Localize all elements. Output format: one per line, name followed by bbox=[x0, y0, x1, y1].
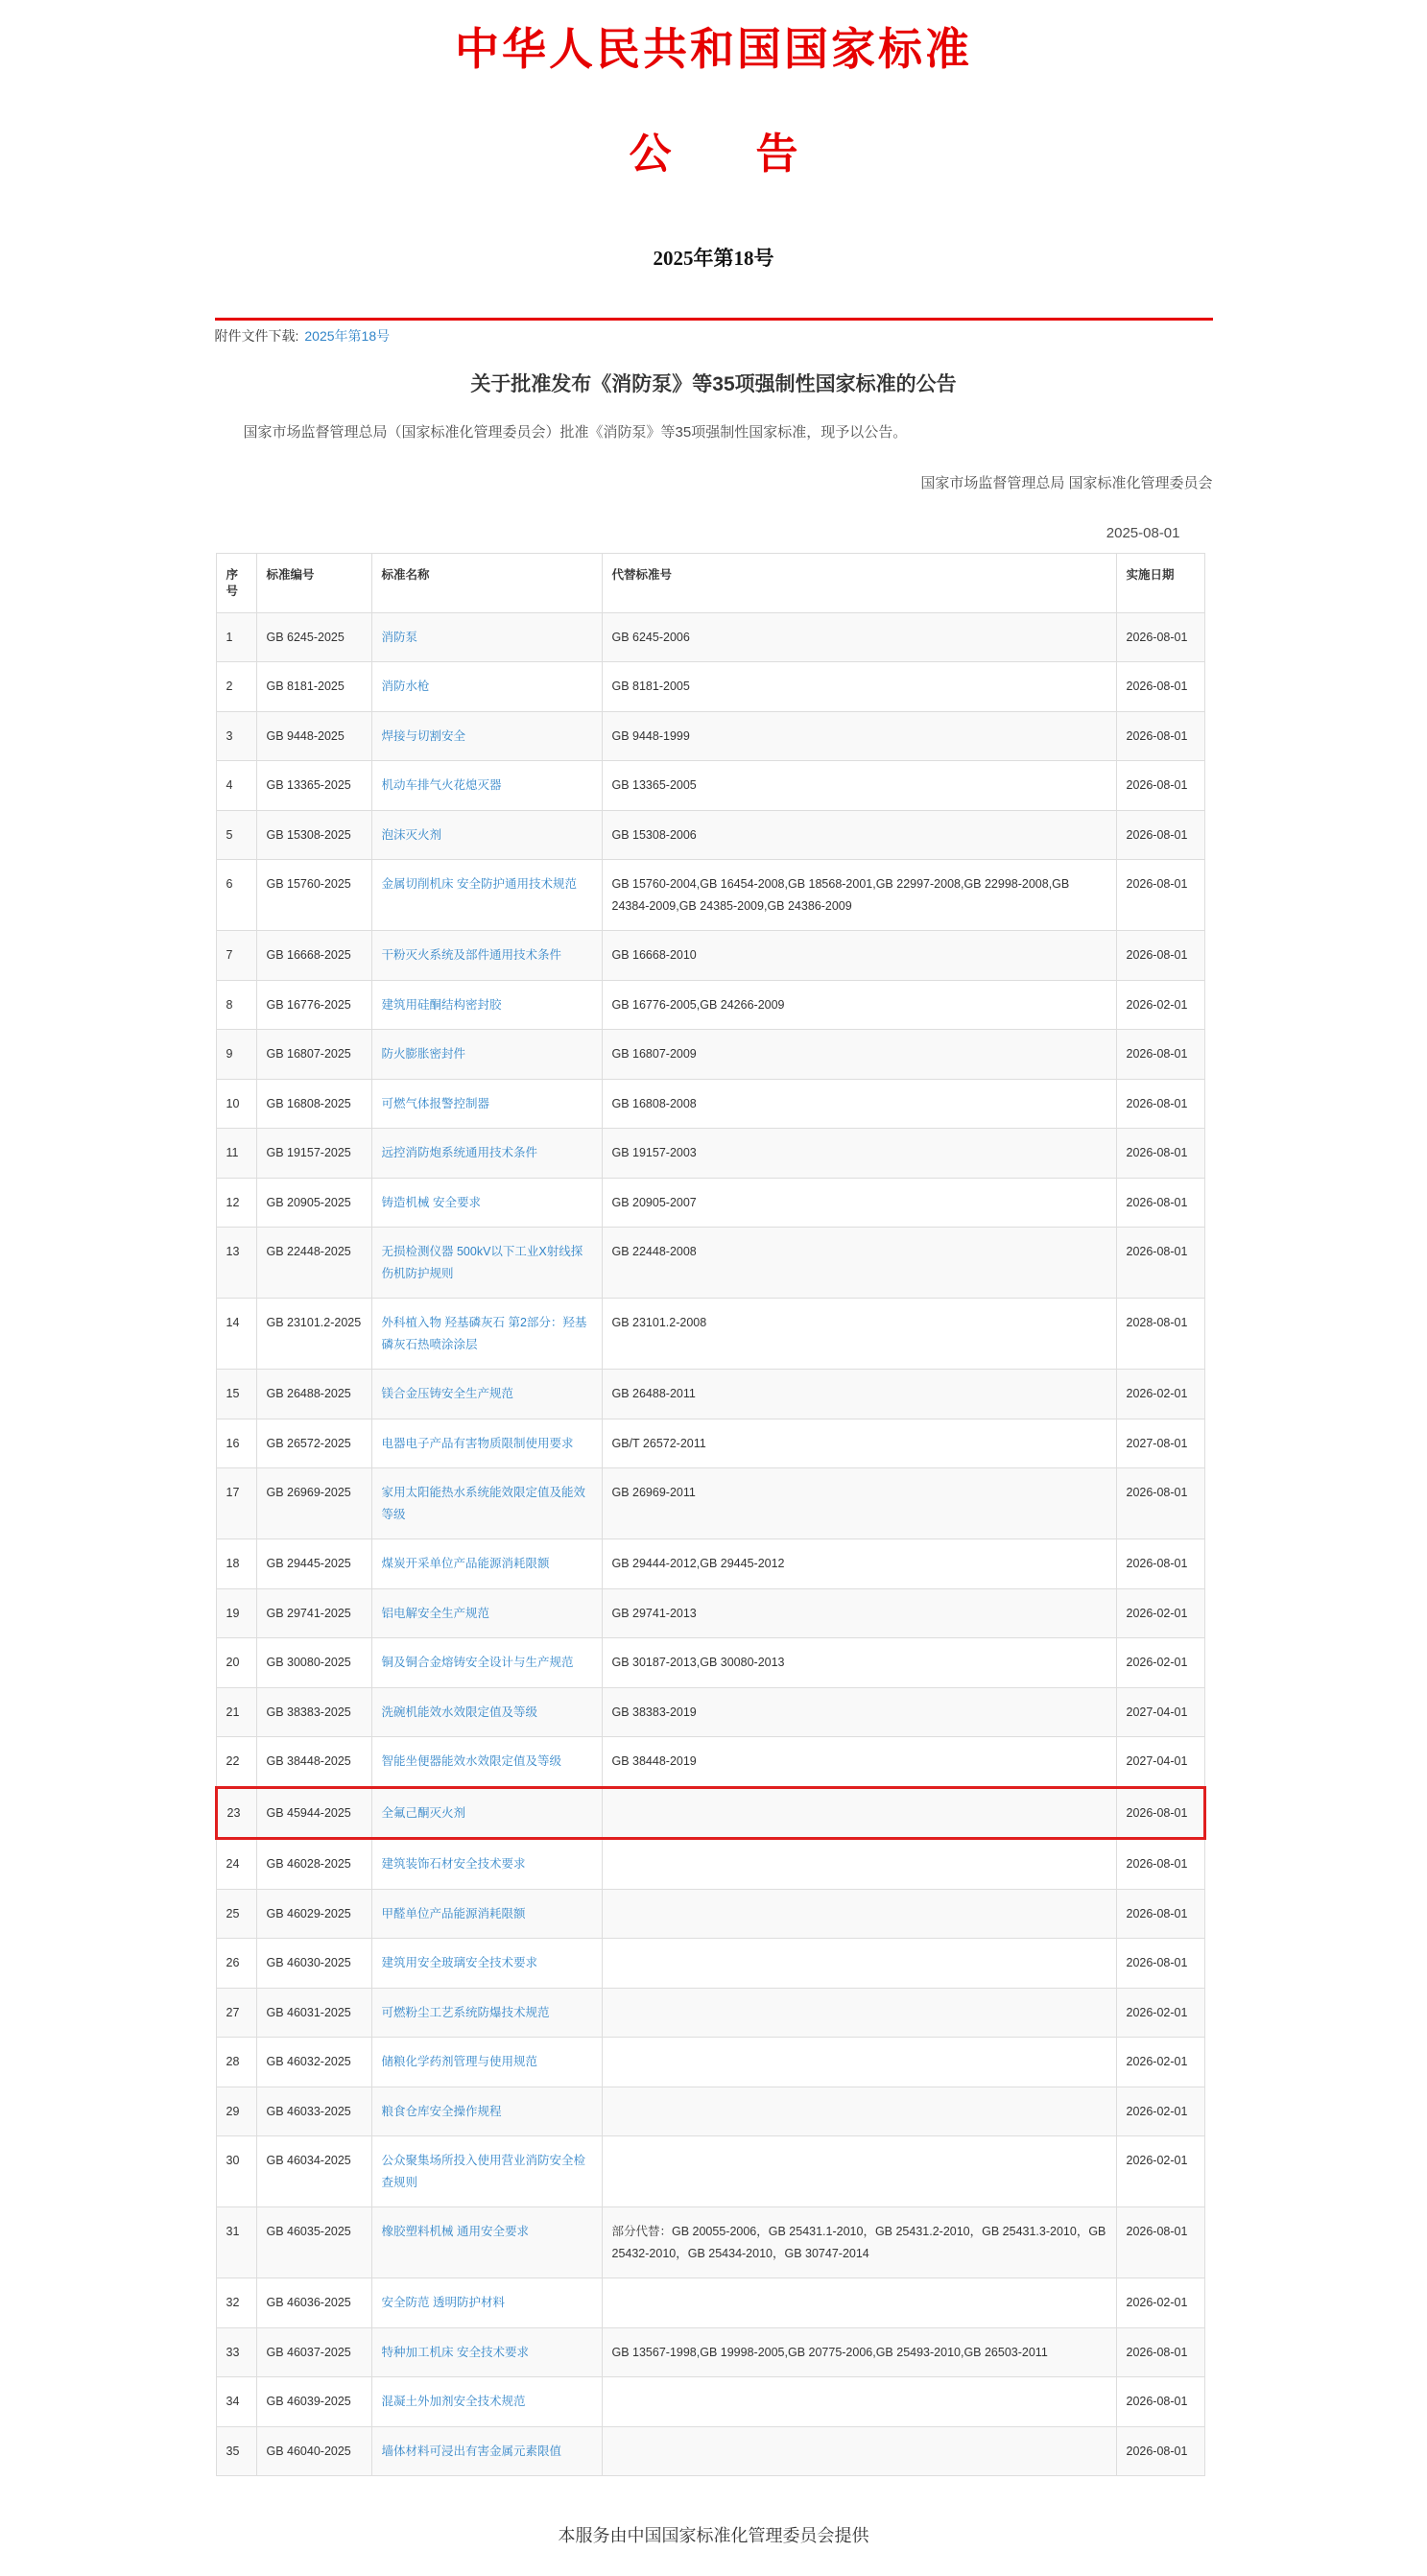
cell-standard-code: GB 13365-2025 bbox=[256, 761, 371, 811]
cell-replaced-standards: GB 23101.2-2008 bbox=[602, 1299, 1116, 1370]
cell-replaced-standards bbox=[602, 1787, 1116, 1839]
cell-standard-name bbox=[371, 1419, 602, 1468]
cell-seq: 20 bbox=[216, 1638, 256, 1688]
cell-standard-name bbox=[371, 1988, 602, 2038]
standards-table-body bbox=[216, 612, 1204, 2476]
table-row bbox=[216, 2136, 1204, 2207]
cell-standard-code: GB 15760-2025 bbox=[256, 860, 371, 931]
table-row bbox=[216, 931, 1204, 981]
cell-impl-date: 2026-08-01 bbox=[1116, 2426, 1204, 2476]
cell-seq: 14 bbox=[216, 1299, 256, 1370]
cell-replaced-standards: GB 29741-2013 bbox=[602, 1588, 1116, 1638]
standard-name-link[interactable]: 干粉灭火系统及部件通用技术条件 bbox=[381, 948, 562, 963]
notice-title: 关于批准发布《消防泵》等35项强制性国家标准的公告 bbox=[470, 373, 957, 396]
cell-replaced-standards bbox=[602, 1939, 1116, 1989]
standard-name-link[interactable]: 混凝土外加剂安全技术规范 bbox=[381, 2395, 526, 2409]
cell-standard-code: GB 26572-2025 bbox=[256, 1419, 371, 1468]
cell-impl-date: 2027-04-01 bbox=[1116, 1737, 1204, 1788]
table-row bbox=[216, 1988, 1204, 2038]
cell-replaced-standards: GB 16807-2009 bbox=[602, 1030, 1116, 1080]
page-title: 中华人民共和国国家标准 bbox=[455, 25, 972, 74]
cell-standard-code: GB 46039-2025 bbox=[256, 2377, 371, 2427]
cell-impl-date: 2026-08-01 bbox=[1116, 1178, 1204, 1228]
cell-standard-name bbox=[371, 1588, 602, 1638]
cell-standard-name bbox=[371, 1787, 602, 1839]
cell-replaced-standards: GB 15760-2004,GB 16454-2008,GB 18568-2001,GB 22997-2008,GB 22998-2008,GB 24384-2009,GB 24385-2009,GB 24386-2009 bbox=[602, 860, 1116, 931]
announcement-page bbox=[215, 25, 1213, 2576]
col-header-code: 标准编号 bbox=[256, 554, 371, 613]
cell-standard-code: GB 38383-2025 bbox=[256, 1687, 371, 1737]
cell-replaced-standards bbox=[602, 2136, 1116, 2207]
cell-impl-date: 2026-02-01 bbox=[1116, 2278, 1204, 2328]
cell-standard-name bbox=[371, 810, 602, 860]
cell-impl-date: 2026-08-01 bbox=[1116, 2327, 1204, 2377]
standard-name-link[interactable]: 泡沫灭火剂 bbox=[381, 827, 442, 842]
cell-standard-code: GB 46028-2025 bbox=[256, 1839, 371, 1890]
cell-standard-code: GB 6245-2025 bbox=[256, 612, 371, 662]
cell-replaced-standards: GB 16776-2005,GB 24266-2009 bbox=[602, 980, 1116, 1030]
cell-impl-date: 2026-08-01 bbox=[1116, 1468, 1204, 1539]
cell-impl-date: 2026-08-01 bbox=[1116, 1228, 1204, 1299]
cell-standard-code: GB 29741-2025 bbox=[256, 1588, 371, 1638]
table-row bbox=[216, 1079, 1204, 1129]
cell-replaced-standards: GB 29444-2012,GB 29445-2012 bbox=[602, 1539, 1116, 1589]
standard-name-link[interactable]: 甲醛单位产品能源消耗限额 bbox=[381, 1906, 526, 1920]
table-row bbox=[216, 1737, 1204, 1788]
cell-seq: 10 bbox=[216, 1079, 256, 1129]
cell-seq: 9 bbox=[216, 1030, 256, 1080]
cell-standard-code: GB 46040-2025 bbox=[256, 2426, 371, 2476]
cell-impl-date: 2026-02-01 bbox=[1116, 1370, 1204, 1419]
cell-seq: 2 bbox=[216, 662, 256, 712]
cell-seq: 24 bbox=[216, 1839, 256, 1890]
cell-seq: 25 bbox=[216, 1889, 256, 1939]
cell-replaced-standards: 部分代替：GB 20055-2006，GB 25431.1-2010，GB 25431.2-2010，GB 25431.3-2010，GB 25432-2010，GB 25434-2010，GB 30747-2014 bbox=[602, 2207, 1116, 2278]
cell-standard-code: GB 29445-2025 bbox=[256, 1539, 371, 1589]
cell-replaced-standards: GB 30187-2013,GB 30080-2013 bbox=[602, 1638, 1116, 1688]
cell-impl-date: 2026-08-01 bbox=[1116, 612, 1204, 662]
cell-replaced-standards: GB 8181-2005 bbox=[602, 662, 1116, 712]
cell-replaced-standards: GB 19157-2003 bbox=[602, 1129, 1116, 1179]
cell-impl-date: 2026-08-01 bbox=[1116, 1787, 1204, 1839]
cell-replaced-standards bbox=[602, 1889, 1116, 1939]
cell-seq: 28 bbox=[216, 2038, 256, 2087]
cell-seq: 34 bbox=[216, 2377, 256, 2427]
standard-name-link[interactable]: 防火膨胀密封件 bbox=[381, 1047, 466, 1061]
standard-name-link[interactable]: 可燃粉尘工艺系统防爆技术规范 bbox=[381, 2005, 550, 2019]
cell-standard-name bbox=[371, 1687, 602, 1737]
cell-standard-name bbox=[371, 2087, 602, 2136]
cell-standard-name bbox=[371, 980, 602, 1030]
cell-replaced-standards: GB 22448-2008 bbox=[602, 1228, 1116, 1299]
cell-seq: 22 bbox=[216, 1737, 256, 1788]
cell-seq: 17 bbox=[216, 1468, 256, 1539]
table-row bbox=[216, 1030, 1204, 1080]
cell-standard-code: GB 46034-2025 bbox=[256, 2136, 371, 2207]
cell-impl-date: 2026-02-01 bbox=[1116, 2087, 1204, 2136]
col-header-seq: 序号 bbox=[216, 554, 256, 613]
standard-name-link[interactable]: 洗碗机能效水效限定值及等级 bbox=[381, 1705, 538, 1719]
cell-seq: 12 bbox=[216, 1178, 256, 1228]
cell-impl-date: 2026-08-01 bbox=[1116, 1889, 1204, 1939]
standard-name-link[interactable]: 金属切削机床 安全防护通用技术规范 bbox=[381, 877, 577, 892]
cell-seq: 32 bbox=[216, 2278, 256, 2328]
cell-impl-date: 2026-08-01 bbox=[1116, 860, 1204, 931]
cell-standard-code: GB 26969-2025 bbox=[256, 1468, 371, 1539]
cell-replaced-standards bbox=[602, 1988, 1116, 2038]
col-header-name: 标准名称 bbox=[371, 554, 602, 613]
cell-replaced-standards: GB 16668-2010 bbox=[602, 931, 1116, 981]
cell-impl-date: 2026-08-01 bbox=[1116, 931, 1204, 981]
cell-standard-code: GB 46035-2025 bbox=[256, 2207, 371, 2278]
table-row bbox=[216, 1129, 1204, 1179]
cell-seq: 18 bbox=[216, 1539, 256, 1589]
standard-name-link[interactable]: 储粮化学药剂管理与使用规范 bbox=[381, 2055, 538, 2069]
col-header-date: 实施日期 bbox=[1116, 554, 1204, 613]
cell-standard-name bbox=[371, 2136, 602, 2207]
cell-standard-name bbox=[371, 1030, 602, 1080]
table-row bbox=[216, 1787, 1204, 1839]
table-row bbox=[216, 2377, 1204, 2427]
cell-standard-code: GB 46032-2025 bbox=[256, 2038, 371, 2087]
cell-replaced-standards: GB 38383-2019 bbox=[602, 1687, 1116, 1737]
cell-replaced-standards: GB 15308-2006 bbox=[602, 810, 1116, 860]
cell-seq: 4 bbox=[216, 761, 256, 811]
cell-standard-name bbox=[371, 1889, 602, 1939]
cell-standard-name bbox=[371, 1079, 602, 1129]
footer-note: 本服务由中国国家标准化管理委员会提供 bbox=[558, 2526, 869, 2546]
cell-standard-code: GB 26488-2025 bbox=[256, 1370, 371, 1419]
standard-name-link[interactable]: 消防水枪 bbox=[381, 680, 430, 694]
attachment-link[interactable]: 2025年第18号 bbox=[304, 328, 391, 345]
standard-name-link[interactable]: 电器电子产品有害物质限制使用要求 bbox=[381, 1436, 574, 1450]
issue-number: 2025年第18号 bbox=[653, 247, 774, 271]
cell-seq: 26 bbox=[216, 1939, 256, 1989]
cell-standard-code: GB 46029-2025 bbox=[256, 1889, 371, 1939]
cell-standard-code: GB 16808-2025 bbox=[256, 1079, 371, 1129]
standard-name-link[interactable]: 建筑用硅酮结构密封胶 bbox=[381, 997, 502, 1012]
standard-name-link[interactable]: 安全防范 透明防护材料 bbox=[381, 2296, 505, 2310]
cell-seq: 29 bbox=[216, 2087, 256, 2136]
table-header-row bbox=[216, 554, 1204, 613]
cell-standard-name bbox=[371, 2038, 602, 2087]
cell-impl-date: 2026-02-01 bbox=[1116, 2038, 1204, 2087]
cell-standard-name bbox=[371, 2426, 602, 2476]
publish-date: 2025-08-01 bbox=[1106, 525, 1180, 542]
cell-replaced-standards: GB 20905-2007 bbox=[602, 1178, 1116, 1228]
standard-name-link[interactable]: 铝电解安全生产规范 bbox=[381, 1606, 490, 1620]
cell-replaced-standards: GB 13365-2005 bbox=[602, 761, 1116, 811]
cell-seq: 33 bbox=[216, 2327, 256, 2377]
table-row bbox=[216, 761, 1204, 811]
cell-standard-name bbox=[371, 1839, 602, 1890]
cell-seq: 8 bbox=[216, 980, 256, 1030]
cell-impl-date: 2026-02-01 bbox=[1116, 1588, 1204, 1638]
standard-name-link[interactable]: 公众聚集场所投入使用营业消防安全检查规则 bbox=[381, 2154, 586, 2189]
table-row bbox=[216, 1539, 1204, 1589]
table-row bbox=[216, 1299, 1204, 1370]
cell-replaced-standards: GB 13567-1998,GB 19998-2005,GB 20775-2006,GB 25493-2010,GB 26503-2011 bbox=[602, 2327, 1116, 2377]
standard-name-link[interactable]: 家用太阳能热水系统能效限定值及能效等级 bbox=[381, 1486, 586, 1521]
table-row bbox=[216, 1839, 1204, 1890]
table-row bbox=[216, 860, 1204, 931]
table-row bbox=[216, 2278, 1204, 2328]
standard-name-link[interactable]: 远控消防炮系统通用技术条件 bbox=[381, 1146, 538, 1160]
cell-replaced-standards: GB 16808-2008 bbox=[602, 1079, 1116, 1129]
cell-standard-name bbox=[371, 1939, 602, 1989]
cell-standard-name bbox=[371, 931, 602, 981]
cell-impl-date: 2026-08-01 bbox=[1116, 1939, 1204, 1989]
cell-replaced-standards bbox=[602, 2426, 1116, 2476]
cell-standard-code: GB 46037-2025 bbox=[256, 2327, 371, 2377]
cell-standard-code: GB 19157-2025 bbox=[256, 1129, 371, 1179]
cell-standard-name bbox=[371, 1468, 602, 1539]
cell-impl-date: 2027-08-01 bbox=[1116, 1419, 1204, 1468]
standard-name-link[interactable]: 消防泵 bbox=[381, 630, 418, 644]
cell-replaced-standards bbox=[602, 2278, 1116, 2328]
table-row bbox=[216, 810, 1204, 860]
cell-standard-code: GB 15308-2025 bbox=[256, 810, 371, 860]
cell-replaced-standards bbox=[602, 1839, 1116, 1890]
page-subtitle: 公 告 bbox=[629, 130, 798, 178]
cell-replaced-standards bbox=[602, 2377, 1116, 2427]
standard-name-link[interactable]: 智能坐便器能效水效限定值及等级 bbox=[381, 1754, 562, 1769]
notice-body: 国家市场监督管理总局（国家标准化管理委员会）批准《消防泵》等35项强制性国家标准，现予以公告。 bbox=[243, 424, 908, 441]
cell-standard-code: GB 46033-2025 bbox=[256, 2087, 371, 2136]
cell-standard-name bbox=[371, 1178, 602, 1228]
standard-name-link[interactable]: 特种加工机床 安全技术要求 bbox=[381, 2345, 529, 2359]
cell-standard-name bbox=[371, 1129, 602, 1179]
cell-standard-name bbox=[371, 1638, 602, 1688]
table-row bbox=[216, 2207, 1204, 2278]
table-row bbox=[216, 2426, 1204, 2476]
cell-standard-code: GB 38448-2025 bbox=[256, 1737, 371, 1788]
table-row bbox=[216, 1468, 1204, 1539]
cell-standard-name bbox=[371, 2327, 602, 2377]
table-row bbox=[216, 1370, 1204, 1419]
cell-replaced-standards bbox=[602, 2038, 1116, 2087]
table-row bbox=[216, 1638, 1204, 1688]
cell-replaced-standards: GB 9448-1999 bbox=[602, 711, 1116, 761]
table-row bbox=[216, 612, 1204, 662]
table-row bbox=[216, 1419, 1204, 1468]
cell-impl-date: 2026-08-01 bbox=[1116, 2377, 1204, 2427]
cell-standard-name bbox=[371, 1370, 602, 1419]
cell-replaced-standards: GB 26488-2011 bbox=[602, 1370, 1116, 1419]
cell-seq: 30 bbox=[216, 2136, 256, 2207]
cell-standard-code: GB 16776-2025 bbox=[256, 980, 371, 1030]
cell-impl-date: 2026-08-01 bbox=[1116, 662, 1204, 712]
cell-replaced-standards: GB/T 26572-2011 bbox=[602, 1419, 1116, 1468]
standard-name-link[interactable]: 铜及铜合金熔铸安全设计与生产规范 bbox=[381, 1656, 574, 1670]
standard-name-link[interactable]: 全氟己酮灭火剂 bbox=[381, 1805, 466, 1820]
table-row bbox=[216, 2087, 1204, 2136]
cell-seq: 16 bbox=[216, 1419, 256, 1468]
cell-standard-code: GB 23101.2-2025 bbox=[256, 1299, 371, 1370]
cell-impl-date: 2027-04-01 bbox=[1116, 1687, 1204, 1737]
cell-replaced-standards bbox=[602, 2087, 1116, 2136]
cell-seq: 35 bbox=[216, 2426, 256, 2476]
cell-impl-date: 2026-08-01 bbox=[1116, 761, 1204, 811]
cell-standard-code: GB 8181-2025 bbox=[256, 662, 371, 712]
standard-name-link[interactable]: 镁合金压铸安全生产规范 bbox=[381, 1387, 514, 1401]
attachment-label: 附件文件下载: bbox=[214, 328, 299, 345]
cell-standard-code: GB 30080-2025 bbox=[256, 1638, 371, 1688]
cell-impl-date: 2026-08-01 bbox=[1116, 711, 1204, 761]
cell-seq: 6 bbox=[216, 860, 256, 931]
cell-impl-date: 2026-08-01 bbox=[1116, 1539, 1204, 1589]
issuer-signature: 国家市场监督管理总局 国家标准化管理委员会 bbox=[920, 475, 1213, 492]
cell-standard-name bbox=[371, 1539, 602, 1589]
cell-impl-date: 2026-08-01 bbox=[1116, 1129, 1204, 1179]
cell-standard-name bbox=[371, 1299, 602, 1370]
table-row bbox=[216, 1889, 1204, 1939]
table-row bbox=[216, 980, 1204, 1030]
standard-name-link[interactable]: 粮食仓库安全操作规程 bbox=[381, 2104, 502, 2118]
standards-table bbox=[215, 553, 1206, 2476]
cell-seq: 19 bbox=[216, 1588, 256, 1638]
standard-name-link[interactable]: 外科植入物 羟基磷灰石 第2部分：羟基磷灰石热喷涂涂层 bbox=[381, 1316, 587, 1351]
cell-standard-name bbox=[371, 2207, 602, 2278]
cell-standard-code: GB 16668-2025 bbox=[256, 931, 371, 981]
standard-name-link[interactable]: 铸造机械 安全要求 bbox=[381, 1195, 481, 1209]
table-row bbox=[216, 2327, 1204, 2377]
cell-standard-code: GB 45944-2025 bbox=[256, 1787, 371, 1839]
standard-name-link[interactable]: 墙体材料可浸出有害金属元素限值 bbox=[381, 2444, 562, 2458]
cell-standard-name bbox=[371, 662, 602, 712]
cell-standard-name bbox=[371, 2278, 602, 2328]
cell-standard-name bbox=[371, 860, 602, 931]
cell-impl-date: 2026-08-01 bbox=[1116, 2207, 1204, 2278]
table-row bbox=[216, 1178, 1204, 1228]
cell-standard-name bbox=[371, 1228, 602, 1299]
cell-standard-name bbox=[371, 2377, 602, 2427]
red-divider bbox=[215, 318, 1213, 321]
cell-impl-date: 2028-08-01 bbox=[1116, 1299, 1204, 1370]
cell-standard-code: GB 46036-2025 bbox=[256, 2278, 371, 2328]
cell-seq: 5 bbox=[216, 810, 256, 860]
cell-standard-code: GB 46031-2025 bbox=[256, 1988, 371, 2038]
cell-replaced-standards: GB 26969-2011 bbox=[602, 1468, 1116, 1539]
cell-standard-code: GB 22448-2025 bbox=[256, 1228, 371, 1299]
cell-seq: 1 bbox=[216, 612, 256, 662]
standard-name-link[interactable]: 建筑用安全玻璃安全技术要求 bbox=[381, 1956, 538, 1970]
standard-name-link[interactable]: 机动车排气火花熄灭器 bbox=[381, 778, 502, 793]
standard-name-link[interactable]: 焊接与切割安全 bbox=[381, 728, 466, 743]
cell-standard-name bbox=[371, 761, 602, 811]
standard-name-link[interactable]: 煤炭开采单位产品能源消耗限额 bbox=[381, 1557, 550, 1571]
cell-seq: 23 bbox=[216, 1787, 256, 1839]
table-row bbox=[216, 662, 1204, 712]
standard-name-link[interactable]: 橡胶塑料机械 通用安全要求 bbox=[381, 2225, 529, 2239]
cell-impl-date: 2026-08-01 bbox=[1116, 1079, 1204, 1129]
standard-name-link[interactable]: 建筑装饰石材安全技术要求 bbox=[381, 1857, 526, 1872]
cell-standard-code: GB 9448-2025 bbox=[256, 711, 371, 761]
table-row bbox=[216, 1588, 1204, 1638]
standard-name-link[interactable]: 可燃气体报警控制器 bbox=[381, 1096, 490, 1110]
cell-replaced-standards: GB 38448-2019 bbox=[602, 1737, 1116, 1788]
cell-seq: 21 bbox=[216, 1687, 256, 1737]
table-row bbox=[216, 1939, 1204, 1989]
cell-impl-date: 2026-02-01 bbox=[1116, 1988, 1204, 2038]
cell-impl-date: 2026-02-01 bbox=[1116, 980, 1204, 1030]
cell-standard-code: GB 46030-2025 bbox=[256, 1939, 371, 1989]
cell-impl-date: 2026-02-01 bbox=[1116, 1638, 1204, 1688]
cell-impl-date: 2026-02-01 bbox=[1116, 2136, 1204, 2207]
cell-standard-code: GB 16807-2025 bbox=[256, 1030, 371, 1080]
cell-seq: 3 bbox=[216, 711, 256, 761]
cell-standard-name bbox=[371, 612, 602, 662]
cell-standard-code: GB 20905-2025 bbox=[256, 1178, 371, 1228]
cell-seq: 15 bbox=[216, 1370, 256, 1419]
table-row bbox=[216, 711, 1204, 761]
cell-seq: 31 bbox=[216, 2207, 256, 2278]
cell-seq: 27 bbox=[216, 1988, 256, 2038]
cell-impl-date: 2026-08-01 bbox=[1116, 810, 1204, 860]
table-row bbox=[216, 2038, 1204, 2087]
cell-replaced-standards: GB 6245-2006 bbox=[602, 612, 1116, 662]
cell-standard-name bbox=[371, 1737, 602, 1788]
cell-seq: 7 bbox=[216, 931, 256, 981]
table-row bbox=[216, 1228, 1204, 1299]
col-header-replaced: 代替标准号 bbox=[602, 554, 1116, 613]
table-row bbox=[216, 1687, 1204, 1737]
cell-seq: 11 bbox=[216, 1129, 256, 1179]
standard-name-link[interactable]: 无损检测仪器 500kV以下工业X射线探伤机防护规则 bbox=[381, 1245, 583, 1280]
cell-seq: 13 bbox=[216, 1228, 256, 1299]
cell-standard-name bbox=[371, 711, 602, 761]
cell-impl-date: 2026-08-01 bbox=[1116, 1030, 1204, 1080]
cell-impl-date: 2026-08-01 bbox=[1116, 1839, 1204, 1890]
attachment-download-row bbox=[215, 326, 1213, 346]
